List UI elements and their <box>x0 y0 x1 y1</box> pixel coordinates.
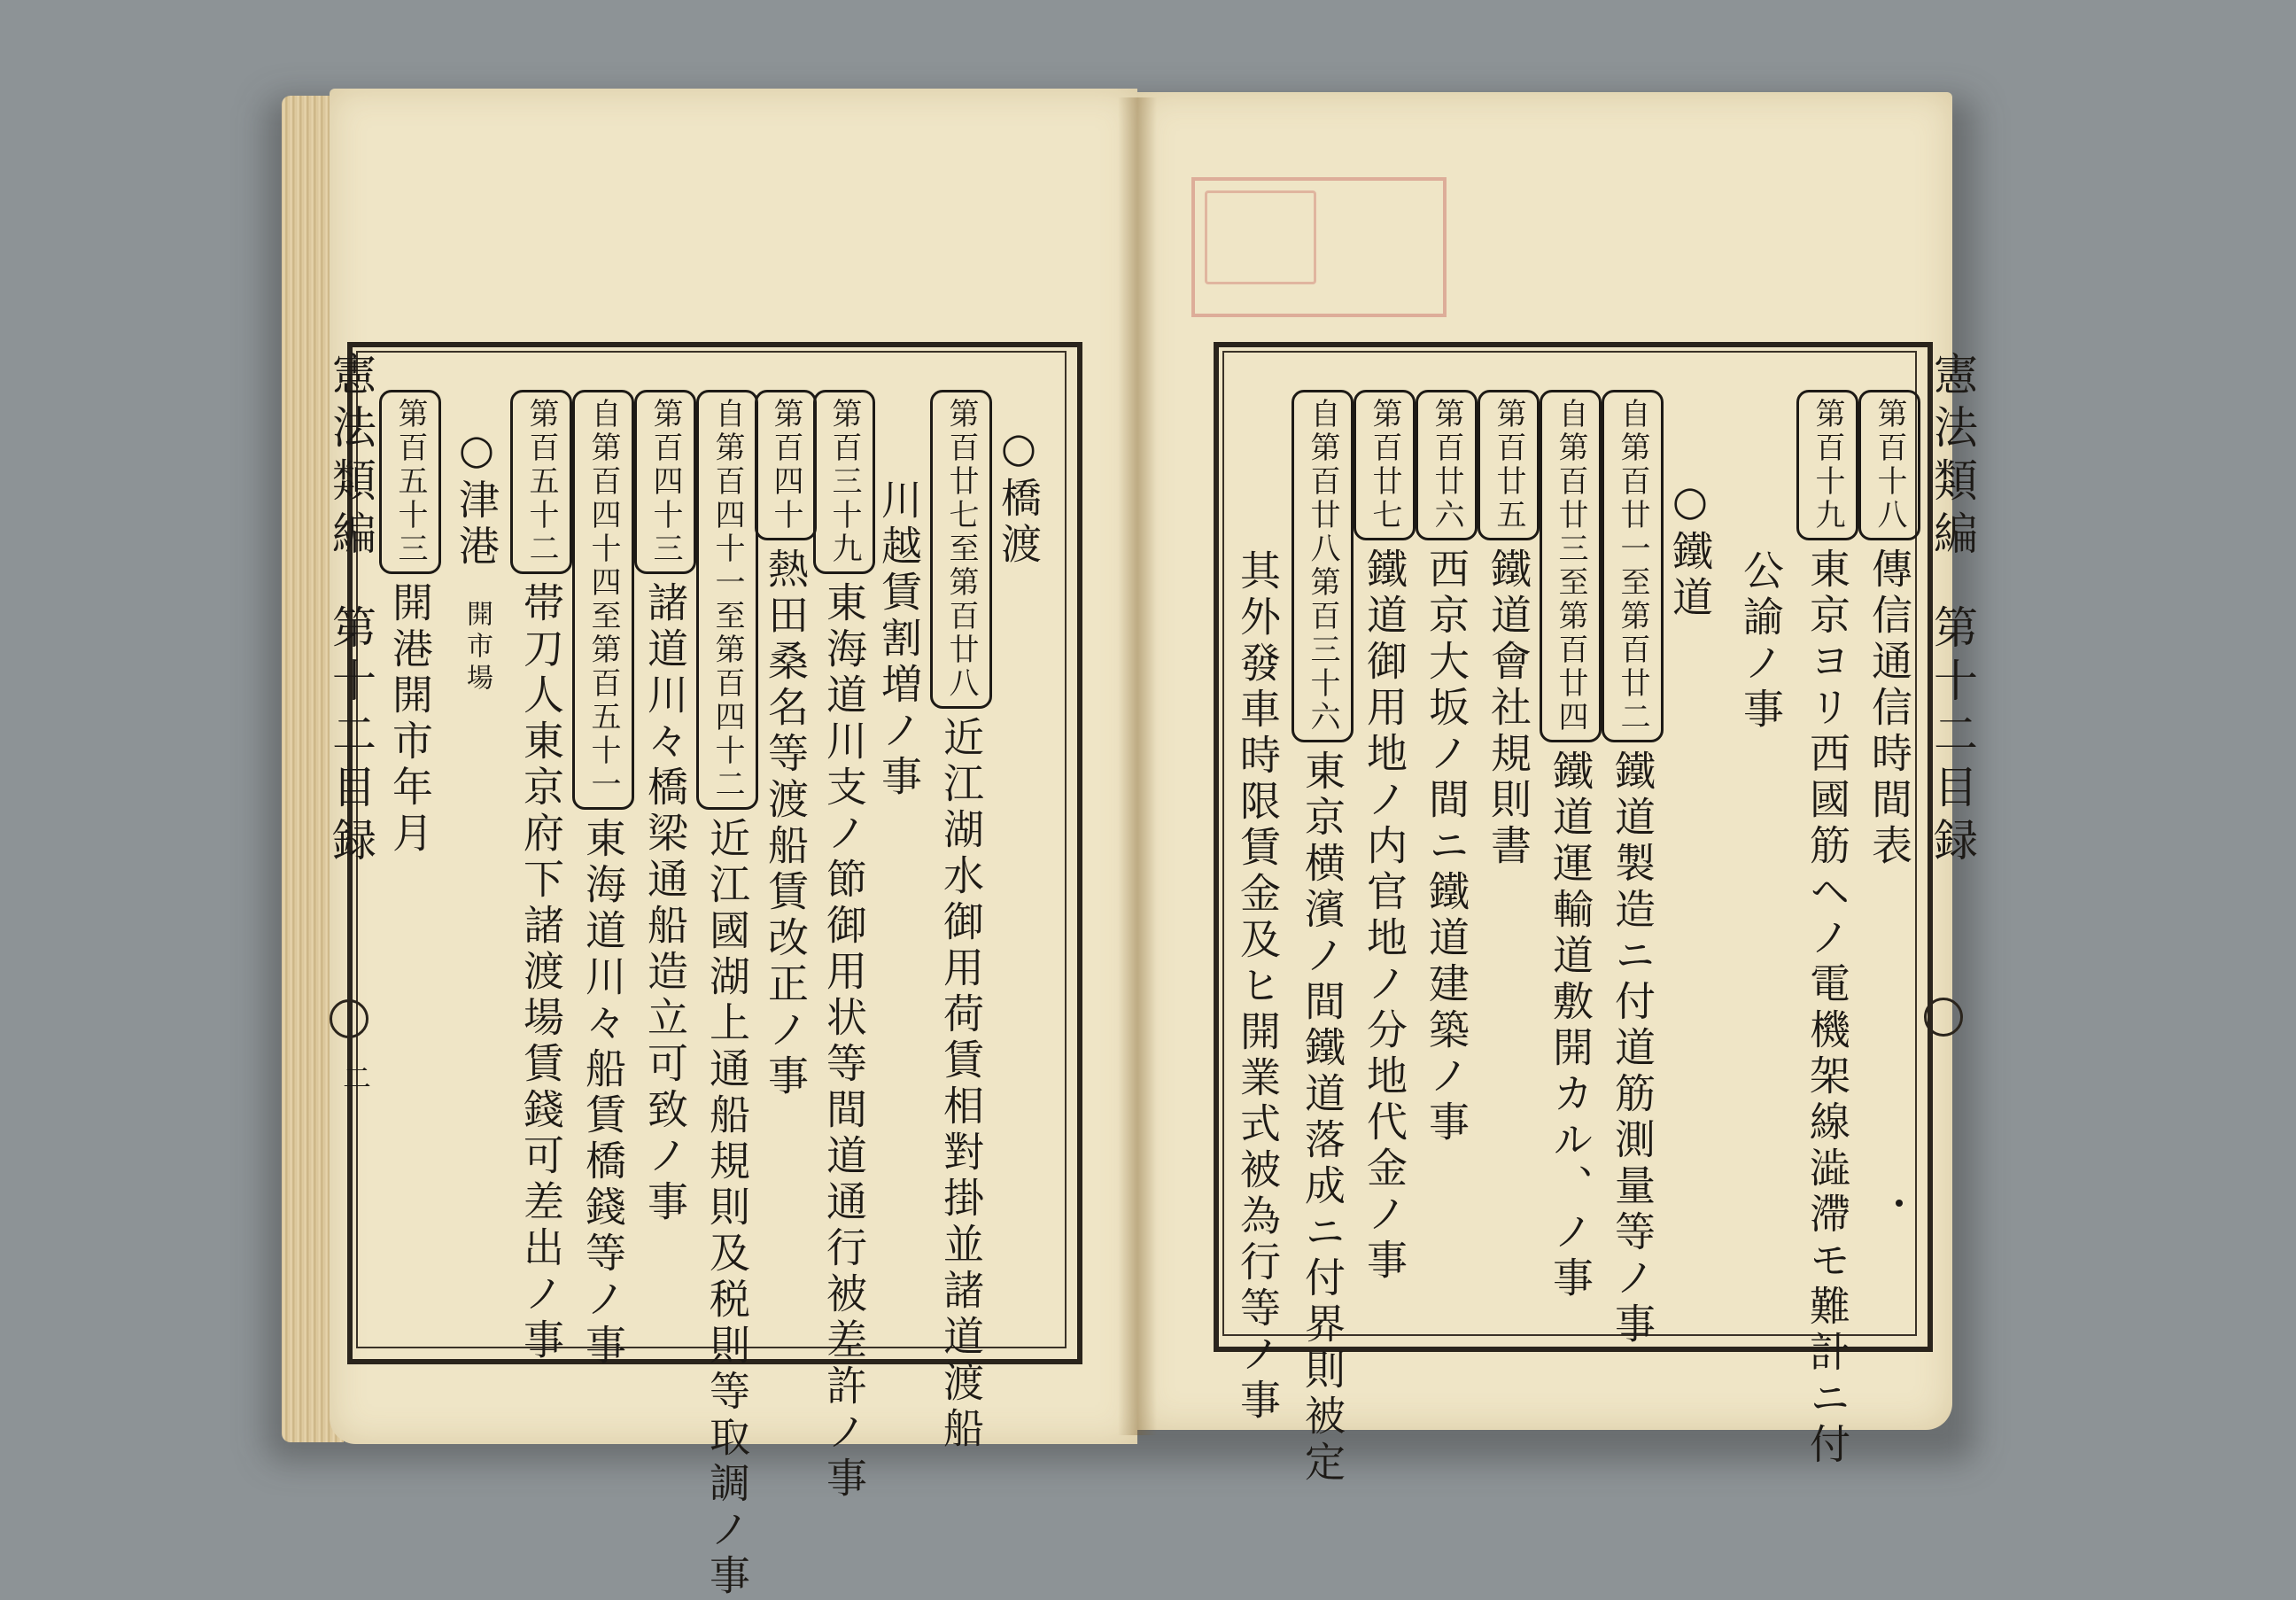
right-col-5: 自第百廿一至第百廿二鐵道製造ニ付道筋測量等ノ事 <box>1602 390 1664 1348</box>
left-col-11: 第百五十三開港開市年月 <box>379 390 441 858</box>
left-col-6: 自第百四十一至第百四十二近江國湖上通船規則及税則等取調ノ事 <box>696 390 758 1600</box>
folio-left: 二 <box>338 1063 372 1091</box>
entry-number-box: 第百四十 <box>755 390 817 540</box>
left-col-5: 第百四十熱田桑名等渡船賃改正ノ事 <box>755 390 817 1100</box>
left-running-title: 憲法類編 第十二目録 <box>325 351 376 870</box>
entry-number-box: 第百廿七 <box>1354 390 1416 540</box>
right-running-title: 憲法類編 第十二目録 <box>1927 351 1978 870</box>
left-col-4: 第百三十九東海道川支ノ節御用状等間道通行被差許ノ事 <box>813 390 875 1503</box>
right-col-11: 其外發車時限賃金及ヒ開業式被為行等ノ事 <box>1234 549 1282 1425</box>
entry-number-box: 第百三十九 <box>813 390 875 574</box>
binding-hole-left <box>330 999 368 1038</box>
entry-number-box: 自第百四十一至第百四十二 <box>696 390 758 810</box>
left-col-9: 第百五十二帯刀人東京府下諸渡場賃錢可差出ノ事 <box>510 390 572 1364</box>
binding-hole-right <box>1924 998 1963 1037</box>
left-col-1: ○橋渡 <box>995 423 1043 569</box>
left-col-10: ○津港 開市場 <box>453 425 500 695</box>
entry-number-box: 第百廿五 <box>1478 390 1540 540</box>
left-col-7: 第百四十三諸道川々橋梁通船造立可致ノ事 <box>634 390 696 1226</box>
right-col-4: ○鐵道 <box>1666 477 1714 622</box>
right-col-1: 第百十八傳信通信時間表 <box>1858 390 1920 870</box>
entry-number-box: 自第百廿三至第百廿四 <box>1540 390 1602 742</box>
entry-number-box: 自第百廿一至第百廿二 <box>1602 390 1664 742</box>
entry-number-box: 第百廿七至第百廿八 <box>930 390 992 709</box>
right-col-3: 公諭ノ事 <box>1737 549 1785 734</box>
entry-number-box: 第百五十二 <box>510 390 572 574</box>
entry-number-box: 自第百四十四至第百五十一 <box>572 390 634 810</box>
entry-number-box: 自第百廿八第百三十六 <box>1292 390 1354 742</box>
entry-number-box: 第百四十三 <box>634 390 696 574</box>
right-col-7: 第百廿五鐵道會社規則書 <box>1478 390 1540 870</box>
right-col-6: 自第百廿三至第百廿四鐵道運輸道敷開カル、ノ事 <box>1540 390 1602 1302</box>
right-col-10: 自第百廿八第百三十六東京横濱ノ間鐵道落成ニ付界則被定 <box>1292 390 1354 1487</box>
entry-number-box: 第百十九 <box>1796 390 1858 540</box>
left-col-8: 自第百四十四至第百五十一東海道川々船賃橋錢等ノ事 <box>572 390 634 1370</box>
right-col-2: 第百十九東京ヨリ西國筋ヘノ電機架線澁滯モ難計ニ付 <box>1796 390 1858 1469</box>
entry-number-box: 第百廿六 <box>1416 390 1478 540</box>
left-col-2: 第百廿七至第百廿八近江湖水御用荷賃相對掛並諸道渡船 <box>930 390 992 1453</box>
seal-stamp-inner <box>1205 190 1316 284</box>
book-gutter <box>1118 97 1157 1435</box>
right-col-8: 第百廿六西京大坂ノ間ニ鐵道建築ノ事 <box>1416 390 1478 1146</box>
entry-number-box: 第百十八 <box>1858 390 1920 540</box>
left-col-3: 川越賃割増ノ事 <box>875 478 923 801</box>
ink-dot <box>1896 1200 1903 1207</box>
entry-number-box: 第百五十三 <box>379 390 441 574</box>
right-col-9: 第百廿七鐵道御用地ノ内官地ノ分地代金ノ事 <box>1354 390 1416 1285</box>
